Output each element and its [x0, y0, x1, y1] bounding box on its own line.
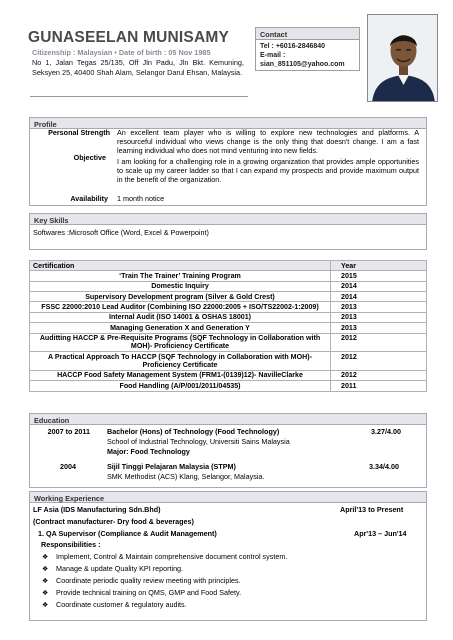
edu-major: Major: Food Technology: [107, 447, 190, 456]
cert-title: Domestic Inquiry: [30, 281, 331, 291]
personal-strength-text: An excellent team player who is willing to explore new technologies and platforms. A resourceful individual who views change is the only thing that doesn't change. I am a fast learning individual who does not mind venturing into new fields.: [117, 128, 419, 155]
candidate-name: GUNASEELAN MUNISAMY: [28, 29, 230, 46]
table-row: [30, 352, 427, 371]
personal-strength-label: Personal Strength: [48, 128, 110, 137]
responsibilities-label: Responsibilities :: [41, 540, 101, 549]
cert-year: 2012: [331, 352, 427, 371]
list-item: [42, 552, 287, 563]
cert-title: ‘Train The Trainer’ Training Program: [30, 271, 331, 281]
table-row: [30, 292, 427, 302]
edu-period: 2004: [60, 462, 76, 471]
availability-label: Availability: [70, 194, 108, 203]
edu-school: SMK Methodist (ACS) Klang, Selangor, Malaysia.: [107, 472, 265, 481]
list-item: [42, 600, 187, 611]
table-row: [30, 333, 427, 352]
company-period: April'13 to Present: [340, 505, 404, 514]
education-title: Education: [30, 414, 426, 425]
diamond-bullet-icon: ❖: [42, 566, 49, 573]
contact-box: [255, 27, 360, 71]
role-title: 1. QA Supervisor (Compliance & Audit Management): [38, 529, 217, 538]
table-row: [30, 312, 427, 322]
responsibility-text: Provide technical training on QMS, GMP and Food Safety.: [56, 588, 242, 597]
skills-text: Softwares :Microsoft Office (Word, Excel & Powerpoint): [33, 228, 209, 237]
cert-title-header: Certification: [30, 261, 331, 271]
responsibility-text: Implement, Control & Maintain comprehensive document control system.: [56, 552, 288, 561]
responsibility-text: Coordinate customer & regulatory audits.: [56, 600, 187, 609]
cert-title: Managing Generation X and Generation Y: [30, 323, 331, 333]
cert-year: 2013: [331, 302, 427, 312]
cert-year: 2013: [331, 312, 427, 322]
cert-year: 2014: [331, 292, 427, 302]
certification-table: [29, 260, 427, 392]
contact-email-label: E-mail :: [260, 52, 286, 60]
table-row: [30, 370, 427, 380]
cert-title: Internal Audit (ISO 14001 & OSHAS 18001): [30, 312, 331, 322]
table-row: [30, 323, 427, 333]
role-period: Apr'13 – Jun'14: [354, 529, 407, 538]
table-row: [30, 381, 427, 391]
responsibility-text: Coordinate periodic quality review meeting with principles.: [56, 576, 241, 585]
company-description: (Contract manufacturer- Dry food & beverages): [33, 517, 194, 526]
cert-year: 2014: [331, 281, 427, 291]
table-row: [30, 281, 427, 291]
contact-email[interactable]: sian_851105@yahoo.com: [260, 61, 345, 69]
address: No 1, Jalan Tegas 25/135, Off Jln Padu, Jln Bkt. Kemuning, Seksyen 25, 40400 Shah Alam, Selangor Darul Ehsan, Malaysia.: [32, 58, 244, 77]
edu-degree: Bachelor (Hons) of Technology (Food Technology): [107, 427, 280, 436]
cert-title: FSSC 22000:2010 Lead Auditor (Combining ISO 22000:2005 + ISO/TS22002-1:2009): [30, 302, 331, 312]
objective-label: Objective: [73, 153, 106, 162]
cert-year: 2015: [331, 271, 427, 281]
cert-title: Food Handling (A/P/001/2011/04535): [30, 381, 331, 391]
citizenship-line: Citizenship : Malaysian • Date of birth : 05 Nov 1985: [32, 48, 211, 57]
diamond-bullet-icon: ❖: [42, 554, 49, 561]
edu-degree: Sijil Tinggi Pelajaran Malaysia (STPM): [107, 462, 236, 471]
cert-title: A Practical Approach To HACCP (SQF Technology in Collaboration with MOH)-Proficiency Certificate: [30, 352, 331, 371]
cert-year: 2012: [331, 333, 427, 352]
cert-title: Supervisory Development program (Silver & Gold Crest): [30, 292, 331, 302]
cert-header-row: [30, 261, 427, 271]
contact-title: Contact: [256, 28, 359, 40]
edu-school: School of Industrial Technology, Universiti Sains Malaysia: [107, 437, 290, 446]
person-portrait-icon: [368, 15, 438, 102]
list-item: [42, 576, 241, 587]
table-row: [30, 302, 427, 312]
objective-text: I am looking for a challenging role in a growing organization that provides ample opportunities to scale up my career ladder so that I can expand my prospects and provide maximum output in the benefit of the organization.: [117, 157, 419, 184]
diamond-bullet-icon: ❖: [42, 578, 49, 585]
skills-title: Key Skills: [30, 214, 426, 225]
diamond-bullet-icon: ❖: [42, 602, 49, 609]
table-row: [30, 271, 427, 281]
list-item: [42, 588, 241, 599]
edu-score: 3.34/4.00: [369, 462, 399, 471]
edu-score: 3.27/4.00: [371, 427, 401, 436]
contact-tel: Tel : +6016-2846840: [260, 43, 326, 50]
list-item: [42, 564, 183, 575]
header-divider: [30, 96, 248, 97]
cert-year: 2013: [331, 323, 427, 333]
edu-period: 2007 to 2011: [47, 427, 90, 436]
availability-text: 1 month notice: [117, 194, 165, 203]
company-name: LF Asia (IDS Manufacturing Sdn.Bhd): [33, 505, 161, 514]
responsibility-text: Manage & update Quality KPI reporting.: [56, 564, 184, 573]
experience-title: Working Experience: [30, 492, 426, 503]
profile-title: Profile: [30, 118, 426, 129]
profile-photo: [367, 14, 438, 102]
cert-year-header: Year: [331, 261, 427, 271]
cert-title: Auditting HACCP & Pre-Requisite Programs (SQF Technology in Collaboration with MOH)- Proficiency Certificate: [30, 333, 331, 352]
cert-year: 2012: [331, 370, 427, 380]
cert-title: HACCP Food Safety Management System (FRM1-(0139)12)- NavilleClarke: [30, 370, 331, 380]
diamond-bullet-icon: ❖: [42, 590, 49, 597]
cert-year: 2011: [331, 381, 427, 391]
